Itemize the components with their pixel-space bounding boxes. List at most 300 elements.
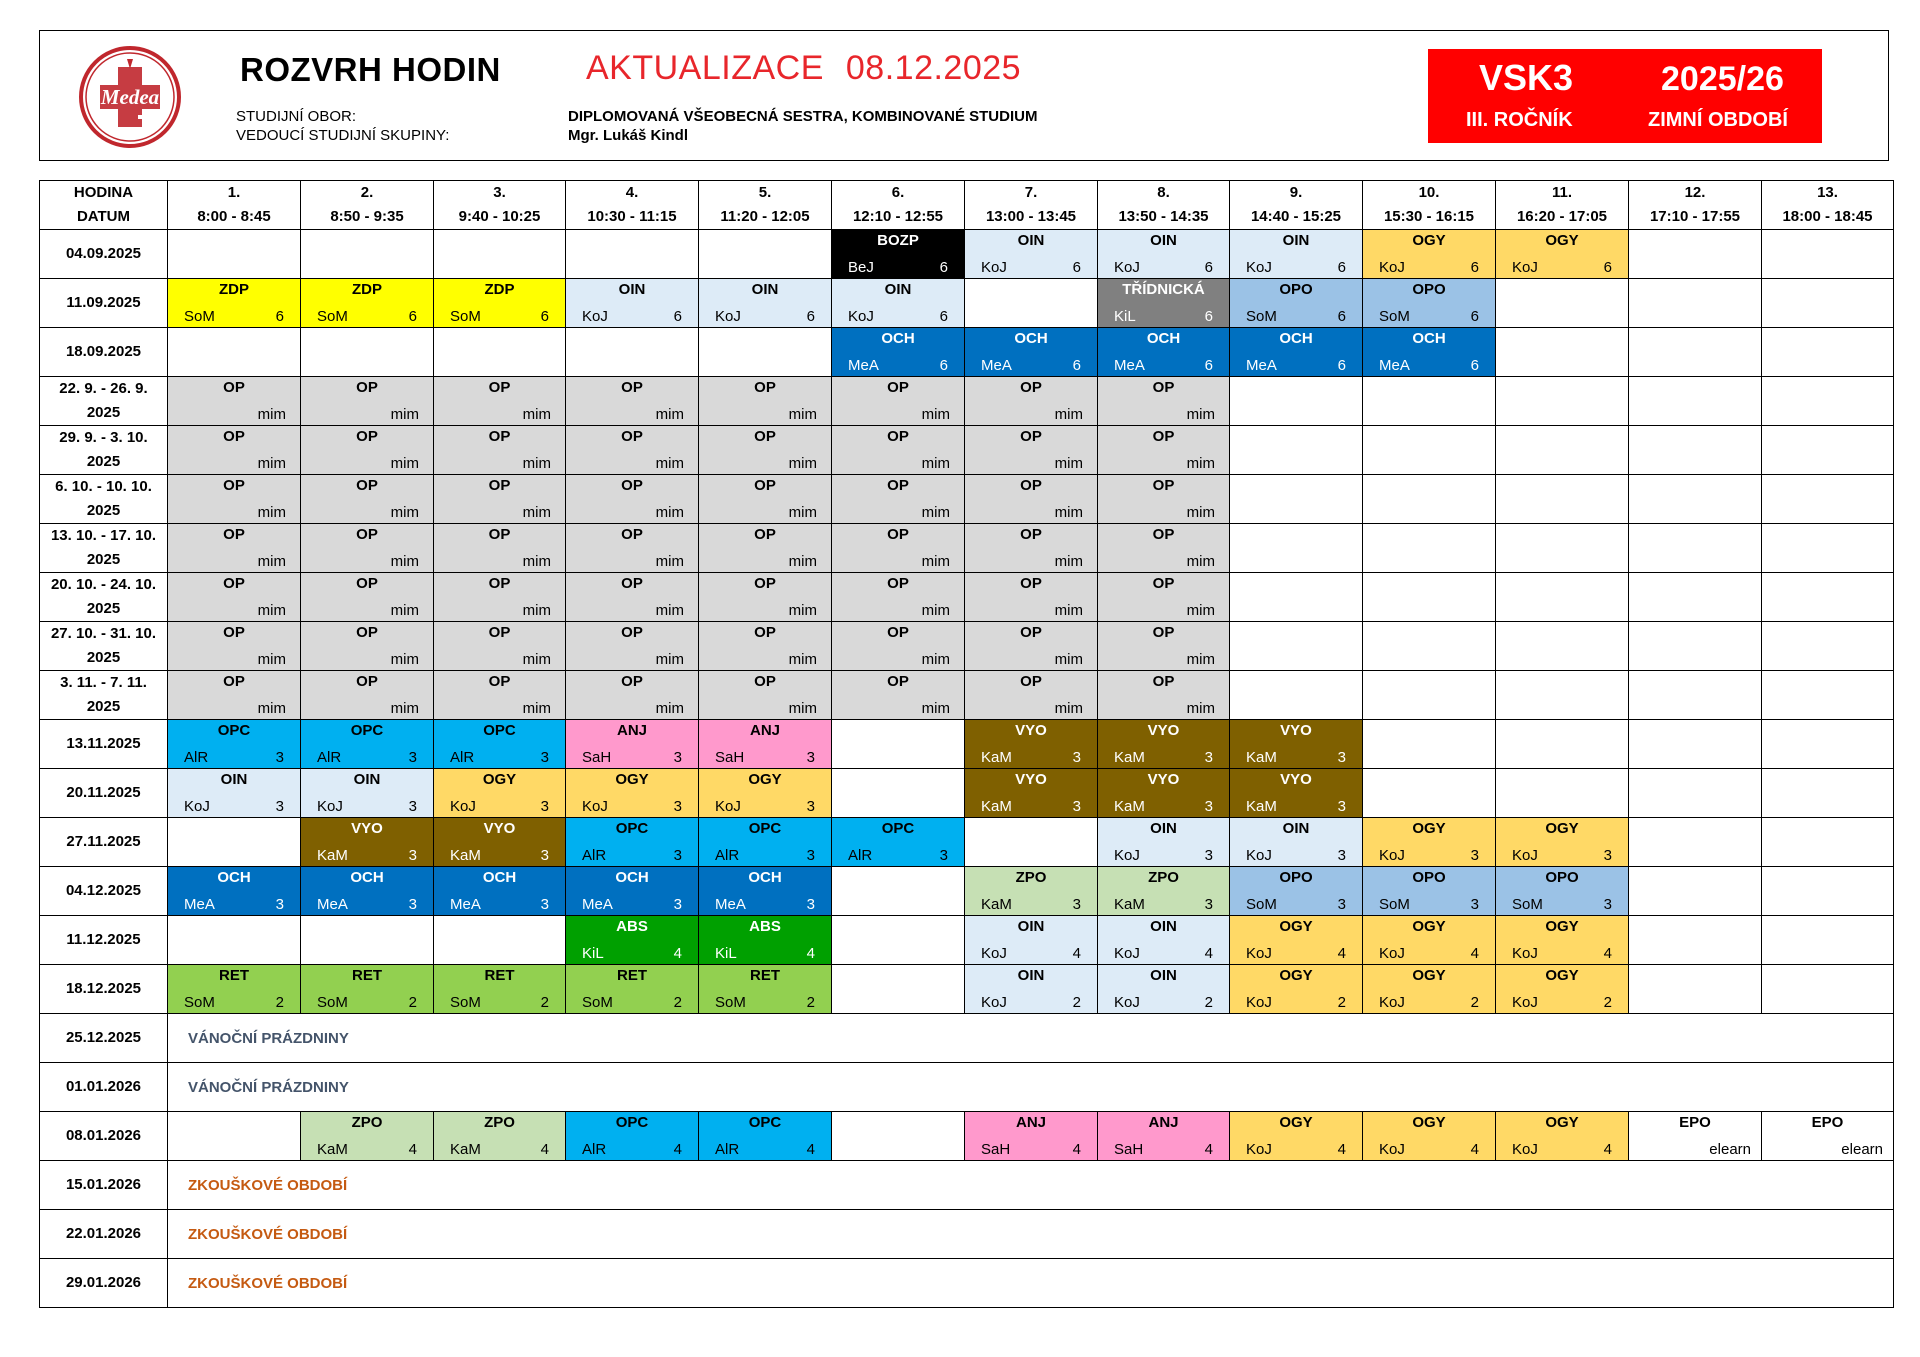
lesson-hours: 3 [939, 847, 948, 864]
lesson-hours: 4 [1470, 1141, 1479, 1158]
lesson-subject: OP [621, 673, 643, 690]
lesson-cell [434, 230, 566, 279]
period-header [1496, 181, 1629, 230]
lesson-cell [566, 818, 699, 867]
lesson-hours: 6 [1204, 308, 1213, 325]
lesson-block [1762, 1112, 1893, 1160]
lesson-teacher: MeA [184, 896, 215, 913]
lesson-hours: 6 [1337, 308, 1346, 325]
lesson-note: mim [1054, 602, 1083, 619]
date-cell [40, 230, 168, 279]
lesson-cell [699, 377, 832, 426]
lesson-subject: OPC [615, 1114, 649, 1131]
svg-text:Medea: Medea [100, 85, 160, 109]
exam-period-note: ZKOUŠKOVÉ OBDOBÍ [188, 1177, 348, 1194]
lesson-subject: OP [887, 526, 909, 543]
lesson-subject: OP [887, 428, 909, 445]
lesson-hours: 6 [540, 308, 549, 325]
lesson-cell [832, 475, 965, 524]
table-row [40, 1014, 1894, 1063]
period-header [1629, 181, 1762, 230]
lesson-teacher: SoM [1379, 896, 1410, 913]
lesson-cell [699, 965, 832, 1014]
lesson-cell [1762, 524, 1894, 573]
table-row [40, 377, 1894, 426]
date-cell [40, 1210, 168, 1259]
note-cell [168, 1063, 1894, 1112]
lesson-block [965, 524, 1097, 572]
lesson-hours: 2 [540, 994, 549, 1011]
lesson-hours: 3 [806, 847, 815, 864]
lesson-hours: 4 [1470, 945, 1479, 962]
period-header [832, 181, 965, 230]
lesson-subject: OP [356, 428, 378, 445]
lesson-note: mim [390, 700, 419, 717]
lesson-cell [168, 965, 301, 1014]
lesson-cell [1363, 377, 1496, 426]
lesson-block [168, 573, 300, 621]
lesson-teacher: SoM [450, 994, 481, 1011]
lesson-block [965, 377, 1097, 425]
lesson-block [965, 622, 1097, 670]
lesson-teacher: KoJ [1512, 847, 1538, 864]
lesson-cell [434, 1112, 566, 1161]
lesson-subject: OGY [1412, 1114, 1446, 1131]
lesson-subject: OGY [1412, 918, 1446, 935]
lesson-teacher: KaM [981, 896, 1012, 913]
lesson-subject: OPC [483, 722, 516, 739]
lesson-cell [1496, 475, 1629, 524]
update-date: 08.12.2025 [845, 49, 1022, 87]
lesson-cell [965, 230, 1098, 279]
lesson-block [566, 867, 698, 915]
corner-label: DATUM [76, 208, 131, 225]
lesson-subject: OP [356, 477, 378, 494]
lesson-cell [566, 475, 699, 524]
lesson-teacher: AlR [184, 749, 209, 766]
lesson-cell [699, 573, 832, 622]
lesson-hours: 6 [939, 259, 948, 276]
lesson-note: elearn [1841, 1141, 1883, 1158]
lesson-cell [566, 524, 699, 573]
lesson-cell [832, 1112, 965, 1161]
lesson-note: mim [1186, 455, 1215, 472]
lesson-subject: VYO [1015, 722, 1047, 739]
lesson-cell [168, 328, 301, 377]
lesson-teacher: KoJ [1246, 994, 1272, 1011]
table-row [40, 1112, 1894, 1161]
lesson-hours: 4 [1337, 1141, 1346, 1158]
lesson-hours: 4 [673, 1141, 682, 1158]
lesson-cell [965, 720, 1098, 769]
lesson-teacher: KoJ [1246, 945, 1272, 962]
lesson-note: mim [921, 700, 950, 717]
lesson-subject: OP [1152, 624, 1175, 641]
lesson-cell [1363, 622, 1496, 671]
lesson-block [434, 818, 565, 866]
period-header [301, 181, 434, 230]
lesson-note: mim [921, 406, 950, 423]
lesson-subject: OP [223, 477, 245, 494]
lesson-cell [1363, 279, 1496, 328]
lesson-block [168, 720, 300, 768]
lesson-block [168, 671, 300, 719]
date-label: 20.11.2025 [66, 784, 141, 801]
lesson-block [1098, 916, 1229, 964]
date-label: 2025 [86, 600, 121, 617]
date-label: 2025 [86, 404, 121, 421]
lesson-cell [301, 720, 434, 769]
lesson-teacher: KoJ [715, 798, 741, 815]
lesson-teacher: KaM [317, 847, 348, 864]
group-code: VSK3 [1479, 57, 1574, 98]
lesson-subject: OGY [1545, 820, 1579, 837]
lesson-cell [168, 279, 301, 328]
lesson-hours: 3 [673, 749, 682, 766]
lesson-block [434, 377, 565, 425]
lesson-block [566, 377, 698, 425]
lesson-subject: OP [887, 624, 909, 641]
lesson-note: mim [655, 504, 684, 521]
lesson-subject: VYO [1280, 722, 1312, 739]
lesson-cell [699, 524, 832, 573]
date-cell [40, 279, 168, 328]
date-cell [40, 1063, 168, 1112]
date-label: 04.09.2025 [65, 245, 142, 262]
lesson-note: mim [390, 406, 419, 423]
date-cell [40, 328, 168, 377]
lesson-teacher: KiL [582, 945, 604, 962]
lesson-hours: 3 [673, 896, 682, 913]
lesson-hours: 3 [1603, 896, 1612, 913]
lesson-teacher: MeA [1246, 357, 1277, 374]
lesson-cell [168, 769, 301, 818]
lesson-cell [301, 426, 434, 475]
lesson-cell [1496, 720, 1629, 769]
lesson-teacher: KoJ [715, 308, 741, 325]
lesson-subject: RET [617, 967, 647, 984]
lesson-block [301, 720, 433, 768]
lesson-teacher: AlR [715, 847, 740, 864]
lesson-cell [301, 622, 434, 671]
lesson-hours: 3 [1072, 749, 1081, 766]
lesson-subject: OGY [1545, 1114, 1579, 1131]
lesson-cell [1098, 769, 1230, 818]
lesson-block [434, 524, 565, 572]
lesson-block [699, 622, 831, 670]
lesson-hours: 6 [1470, 259, 1479, 276]
period-number: 5. [758, 184, 772, 201]
holiday-note: VÁNOČNÍ PRÁZDNINY [188, 1030, 349, 1047]
lesson-cell [434, 916, 566, 965]
lesson-cell [1098, 916, 1230, 965]
lesson-cell [301, 524, 434, 573]
lesson-subject: OCH [1279, 330, 1313, 347]
lesson-block [1496, 867, 1628, 915]
period-number: 13. [1817, 184, 1838, 201]
lesson-hours: 6 [1072, 357, 1081, 374]
lesson-cell [566, 769, 699, 818]
table-row [40, 426, 1894, 475]
lesson-block [1098, 622, 1229, 670]
date-label: 04.12.2025 [65, 882, 142, 899]
lesson-hours: 3 [540, 798, 549, 815]
date-cell [40, 1161, 168, 1210]
lesson-block [168, 426, 300, 474]
lesson-subject: ANJ [616, 722, 647, 739]
lesson-hours: 2 [275, 994, 284, 1011]
lesson-subject: OIN [884, 281, 912, 298]
lesson-subject: OPC [350, 722, 384, 739]
lesson-cell [301, 230, 434, 279]
lesson-cell [965, 426, 1098, 475]
lesson-block [699, 867, 831, 915]
lesson-cell [1363, 573, 1496, 622]
lesson-hours: 3 [540, 896, 549, 913]
lesson-cell [566, 377, 699, 426]
lesson-subject: OCH [615, 869, 649, 886]
lesson-subject: OP [1152, 673, 1175, 690]
lesson-block [832, 671, 964, 719]
lesson-hours: 3 [1072, 896, 1081, 913]
table-row [40, 279, 1894, 328]
lesson-cell [1230, 965, 1363, 1014]
lesson-block [434, 622, 565, 670]
lesson-subject: OP [1020, 624, 1042, 641]
lesson-note: elearn [1709, 1141, 1751, 1158]
lesson-block [832, 377, 964, 425]
lesson-teacher: KoJ [981, 259, 1007, 276]
lesson-teacher: KoJ [450, 798, 476, 815]
period-time: 8:50 - 9:35 [330, 208, 404, 225]
lesson-hours: 3 [408, 798, 417, 815]
lesson-cell [965, 818, 1098, 867]
lesson-cell [168, 1112, 301, 1161]
lesson-teacher: MeA [848, 357, 879, 374]
lesson-cell [1230, 230, 1363, 279]
table-row [40, 1210, 1894, 1259]
lesson-hours: 6 [1072, 259, 1081, 276]
lesson-note: mim [390, 602, 419, 619]
lesson-cell [1098, 622, 1230, 671]
lesson-teacher: MeA [582, 896, 613, 913]
lesson-hours: 6 [939, 357, 948, 374]
date-label: 6. 10. - 10. 10. [55, 478, 152, 495]
lesson-cell [301, 818, 434, 867]
lesson-cell [434, 279, 566, 328]
lesson-hours: 4 [1072, 945, 1081, 962]
lesson-cell [1629, 1112, 1762, 1161]
lesson-block [965, 328, 1097, 376]
lesson-cell [1629, 279, 1762, 328]
lesson-subject: ZPO [484, 1114, 515, 1131]
lesson-cell [832, 230, 965, 279]
lesson-cell [832, 622, 965, 671]
period-number: 8. [1157, 184, 1170, 201]
lesson-cell [301, 475, 434, 524]
lesson-subject: OIN [618, 281, 646, 298]
lesson-block [832, 524, 964, 572]
lesson-subject: OP [1152, 379, 1175, 396]
lesson-cell [699, 867, 832, 916]
lesson-teacher: SaH [582, 749, 612, 766]
lesson-subject: OPC [615, 820, 649, 837]
lesson-cell [434, 769, 566, 818]
lesson-note: mim [257, 406, 286, 423]
lesson-cell [566, 671, 699, 720]
lesson-note: mim [788, 455, 817, 472]
lesson-note: mim [655, 406, 684, 423]
table-row [40, 1259, 1894, 1308]
table-row [40, 230, 1894, 279]
lesson-cell [1098, 867, 1230, 916]
lesson-subject: OIN [1150, 967, 1177, 984]
lesson-cell [1496, 426, 1629, 475]
lesson-note: mim [655, 553, 684, 570]
lesson-note: mim [522, 406, 551, 423]
lesson-cell [1762, 279, 1894, 328]
lesson-block [832, 475, 964, 523]
lesson-subject: OPC [748, 1114, 782, 1131]
lesson-block [1098, 867, 1229, 915]
lesson-subject: OP [223, 526, 245, 543]
date-cell [40, 671, 168, 720]
field-label-leader: VEDOUCÍ STUDIJNÍ SKUPINY: [236, 127, 450, 144]
lesson-teacher: KoJ [1246, 1141, 1272, 1158]
date-cell [40, 867, 168, 916]
lesson-subject: OP [621, 477, 643, 494]
lesson-cell [1230, 573, 1363, 622]
lesson-cell [1762, 328, 1894, 377]
medea-logo [78, 45, 182, 149]
lesson-cell [1363, 1112, 1496, 1161]
lesson-cell [1629, 965, 1762, 1014]
lesson-cell [965, 1112, 1098, 1161]
lesson-hours: 3 [806, 749, 815, 766]
lesson-block [566, 279, 698, 327]
lesson-cell [965, 573, 1098, 622]
lesson-cell [1098, 475, 1230, 524]
lesson-teacher: SoM [582, 994, 613, 1011]
lesson-cell [965, 524, 1098, 573]
lesson-subject: OIN [1150, 232, 1177, 249]
lesson-cell [965, 671, 1098, 720]
lesson-block [965, 965, 1097, 1013]
lesson-subject: ZPO [1015, 869, 1047, 886]
lesson-cell [1363, 475, 1496, 524]
lesson-note: mim [921, 651, 950, 668]
lesson-cell [434, 867, 566, 916]
lesson-block [434, 475, 565, 523]
period-time: 13:00 - 13:45 [985, 208, 1077, 225]
date-cell [40, 916, 168, 965]
lesson-block [566, 573, 698, 621]
date-label: 18.09.2025 [65, 343, 142, 360]
lesson-teacher: KaM [450, 1141, 481, 1158]
lesson-cell [1629, 720, 1762, 769]
lesson-note: mim [655, 700, 684, 717]
lesson-note: mim [390, 651, 419, 668]
lesson-cell [1629, 328, 1762, 377]
lesson-subject: OGY [1412, 967, 1446, 984]
exam-period-note: ZKOUŠKOVÉ OBDOBÍ [188, 1275, 348, 1292]
lesson-hours: 4 [1337, 945, 1346, 962]
lesson-hours: 6 [1204, 357, 1213, 374]
lesson-teacher: KaM [1114, 896, 1145, 913]
period-number: 12. [1684, 184, 1706, 201]
lesson-cell [1629, 769, 1762, 818]
lesson-hours: 3 [673, 847, 682, 864]
lesson-cell [1230, 1112, 1363, 1161]
lesson-subject: OP [488, 526, 511, 543]
lesson-subject: OP [1152, 575, 1175, 592]
lesson-subject: OGY [1279, 967, 1313, 984]
lesson-hours: 3 [806, 798, 815, 815]
lesson-block [566, 965, 698, 1013]
lesson-block [965, 671, 1097, 719]
lesson-note: mim [522, 700, 551, 717]
lesson-cell [1496, 279, 1629, 328]
group-badge [1428, 49, 1822, 143]
lesson-subject: OP [223, 575, 245, 592]
lesson-teacher: AlR [450, 749, 475, 766]
lesson-block [1098, 671, 1229, 719]
lesson-block [168, 377, 300, 425]
date-cell [40, 377, 168, 426]
lesson-cell [434, 622, 566, 671]
lesson-teacher: MeA [1379, 357, 1410, 374]
page-title: ROZVRH HODIN [240, 51, 501, 88]
lesson-subject: OGY [1412, 232, 1446, 249]
lesson-teacher: KaM [1246, 798, 1277, 815]
lesson-block [832, 622, 964, 670]
lesson-teacher: MeA [1114, 357, 1145, 374]
lesson-block [1230, 279, 1362, 327]
lesson-cell [1496, 671, 1629, 720]
lesson-cell [832, 279, 965, 328]
lesson-teacher: MeA [450, 896, 481, 913]
lesson-block [1496, 230, 1628, 278]
lesson-note: mim [788, 602, 817, 619]
lesson-subject: ZDP [352, 281, 382, 298]
lesson-block [566, 524, 698, 572]
period-time: 11:20 - 12:05 [720, 208, 810, 225]
lesson-cell [832, 916, 965, 965]
lesson-cell [1496, 818, 1629, 867]
lesson-subject: OIN [751, 281, 779, 298]
table-row [40, 573, 1894, 622]
lesson-hours: 4 [408, 1141, 417, 1158]
lesson-cell [832, 328, 965, 377]
lesson-block [1363, 867, 1495, 915]
academic-year: 2025/26 [1661, 60, 1784, 98]
lesson-teacher: SoM [1246, 308, 1277, 325]
date-label: 2025 [86, 502, 121, 519]
date-label: 15.01.2026 [65, 1176, 142, 1193]
lesson-subject: OPO [1279, 869, 1313, 886]
date-cell [40, 524, 168, 573]
lesson-note: mim [788, 553, 817, 570]
lesson-note: mim [390, 504, 419, 521]
lesson-block [1230, 818, 1362, 866]
lesson-subject: ZDP [484, 281, 515, 298]
lesson-cell [1762, 426, 1894, 475]
lesson-block [1230, 328, 1362, 376]
date-cell [40, 965, 168, 1014]
lesson-cell [1363, 671, 1496, 720]
lesson-note: mim [522, 455, 551, 472]
lesson-block [301, 475, 433, 523]
